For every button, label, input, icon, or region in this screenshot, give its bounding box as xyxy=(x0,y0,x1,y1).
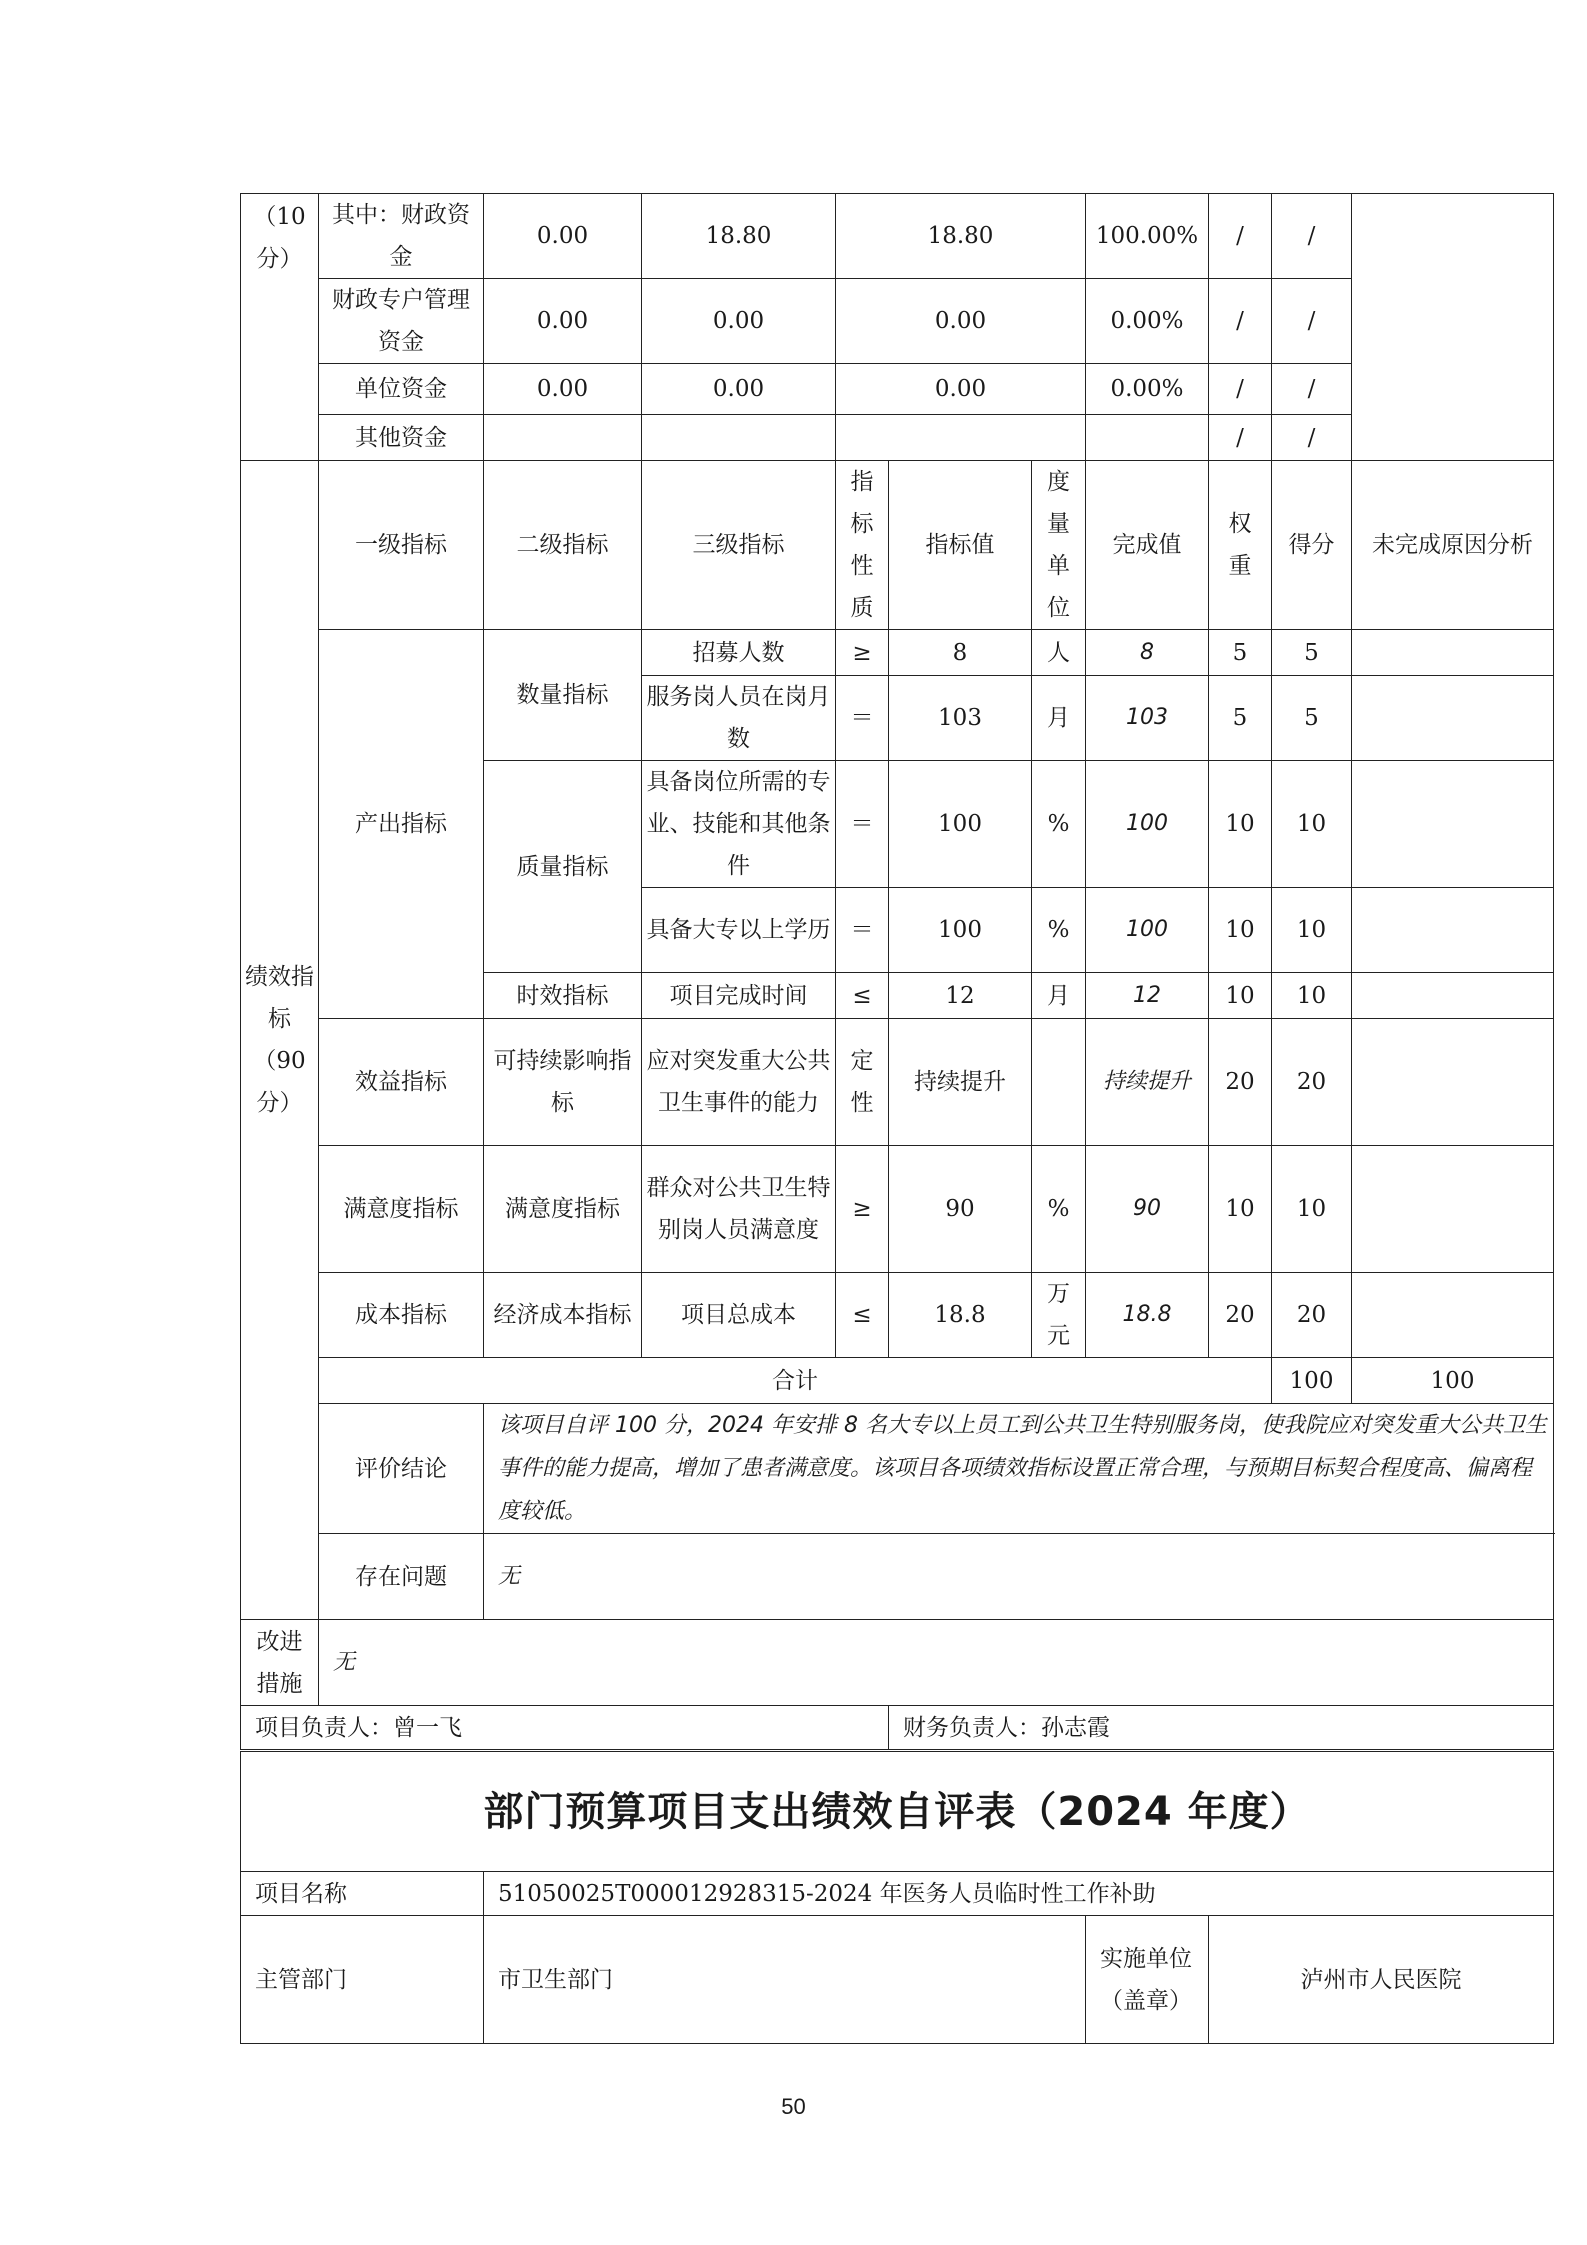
indicator-unit: % xyxy=(1032,761,1086,888)
header-score: 得分 xyxy=(1272,461,1352,630)
indicator-reason xyxy=(1352,1019,1554,1146)
finance-lead: 财务负责人：孙志霞 xyxy=(889,1706,1554,1750)
indicator-unit: 人 xyxy=(1032,630,1086,676)
project-name-label: 项目名称 xyxy=(241,1872,484,1916)
indicator-name: 具备岗位所需的专业、技能和其他条件 xyxy=(642,761,836,888)
funding-budget: 0.00 xyxy=(642,364,836,415)
indicator-weight: 20 xyxy=(1209,1019,1272,1146)
indicator-weight: 10 xyxy=(1209,761,1272,888)
indicator-reason xyxy=(1352,1273,1554,1358)
header-unit: 度量单位 xyxy=(1032,461,1086,630)
indicator-unit: 万元 xyxy=(1032,1273,1086,1358)
indicator-weight: 5 xyxy=(1209,630,1272,676)
conclusion-label: 评价结论 xyxy=(319,1404,484,1534)
funding-rate: 100.00% xyxy=(1086,194,1209,279)
group-quality: 质量指标 xyxy=(484,761,642,973)
funding-score-label: （10分） xyxy=(241,194,319,461)
total-label: 合计 xyxy=(319,1358,1272,1404)
funding-start: 0.00 xyxy=(484,194,642,279)
indicator-actual: 90 xyxy=(1086,1146,1209,1273)
funding-executed: 0.00 xyxy=(836,279,1086,364)
indicator-target: 90 xyxy=(889,1146,1032,1273)
indicator-weight: 10 xyxy=(1209,888,1272,973)
indicator-nature: ≥ xyxy=(836,1146,889,1273)
performance-section-label: 绩效指标（90分） xyxy=(241,461,319,1620)
indicator-score: 10 xyxy=(1272,761,1352,888)
indicator-actual: 100 xyxy=(1086,888,1209,973)
indicator-reason xyxy=(1352,761,1554,888)
header-target: 指标值 xyxy=(889,461,1032,630)
funding-start: 0.00 xyxy=(484,364,642,415)
total-weight: 100 xyxy=(1272,1358,1352,1404)
indicator-nature: ≥ xyxy=(836,630,889,676)
funding-executed: 0.00 xyxy=(836,364,1086,415)
indicator-reason xyxy=(1352,676,1554,761)
indicator-unit: 月 xyxy=(1032,676,1086,761)
funding-executed: 18.80 xyxy=(836,194,1086,279)
indicator-weight: 10 xyxy=(1209,1146,1272,1273)
group-cost-sub: 经济成本指标 xyxy=(484,1273,642,1358)
group-timeliness: 时效指标 xyxy=(484,973,642,1019)
indicator-weight: 20 xyxy=(1209,1273,1272,1358)
next-form-table xyxy=(240,1751,1554,2044)
group-output: 产出指标 xyxy=(319,630,484,1019)
indicator-weight: 10 xyxy=(1209,973,1272,1019)
indicator-name: 应对突发重大公共卫生事件的能力 xyxy=(642,1019,836,1146)
indicator-score: 20 xyxy=(1272,1273,1352,1358)
indicator-score: 10 xyxy=(1272,973,1352,1019)
funding-budget: 18.80 xyxy=(642,194,836,279)
project-lead: 项目负责人：曾一飞 xyxy=(241,1706,889,1750)
funding-score: / xyxy=(1272,364,1352,415)
indicator-name: 服务岗人员在岗月数 xyxy=(642,676,836,761)
dept-value: 市卫生部门 xyxy=(484,1916,1086,2044)
group-satisfaction: 满意度指标 xyxy=(319,1146,484,1273)
indicator-name: 具备大专以上学历 xyxy=(642,888,836,973)
funding-score: / xyxy=(1272,194,1352,279)
indicator-nature: ≤ xyxy=(836,973,889,1019)
impl-label: 实施单位（盖章） xyxy=(1086,1916,1209,2044)
funding-executed xyxy=(836,415,1086,461)
header-nature: 指标性质 xyxy=(836,461,889,630)
problems-text: 无 xyxy=(484,1534,1554,1620)
measures-text: 无 xyxy=(319,1620,1554,1706)
indicator-reason xyxy=(1352,1146,1554,1273)
indicator-actual: 100 xyxy=(1086,761,1209,888)
indicator-nature: ≤ xyxy=(836,1273,889,1358)
group-sustain: 可持续影响指标 xyxy=(484,1019,642,1146)
indicator-reason xyxy=(1352,630,1554,676)
performance-table xyxy=(240,193,1554,1750)
indicator-actual: 18.8 xyxy=(1086,1273,1209,1358)
funding-label: 其中：财政资金 xyxy=(319,194,484,279)
indicator-reason xyxy=(1352,973,1554,1019)
indicator-score: 5 xyxy=(1272,630,1352,676)
indicator-actual: 持续提升 xyxy=(1086,1019,1209,1146)
indicator-target: 8 xyxy=(889,630,1032,676)
indicator-name: 项目总成本 xyxy=(642,1273,836,1358)
group-quantity: 数量指标 xyxy=(484,630,642,761)
funding-score: / xyxy=(1272,279,1352,364)
funding-weight: / xyxy=(1209,279,1272,364)
indicator-target: 18.8 xyxy=(889,1273,1032,1358)
indicator-unit: % xyxy=(1032,1146,1086,1273)
indicator-actual: 12 xyxy=(1086,973,1209,1019)
funding-weight: / xyxy=(1209,364,1272,415)
funding-label: 财政专户管理资金 xyxy=(319,279,484,364)
indicator-actual: 103 xyxy=(1086,676,1209,761)
funding-budget: 0.00 xyxy=(642,279,836,364)
header-level1: 一级指标 xyxy=(319,461,484,630)
page-number: 50 xyxy=(781,2094,806,2119)
funding-rate: 0.00% xyxy=(1086,279,1209,364)
indicator-target: 103 xyxy=(889,676,1032,761)
indicator-nature: ＝ xyxy=(836,676,889,761)
indicator-name: 群众对公共卫生特别岗人员满意度 xyxy=(642,1146,836,1273)
problems-label: 存在问题 xyxy=(319,1534,484,1620)
indicator-nature: ＝ xyxy=(836,888,889,973)
funding-weight: / xyxy=(1209,194,1272,279)
impl-value: 泸州市人民医院 xyxy=(1209,1916,1554,2044)
indicator-score: 5 xyxy=(1272,676,1352,761)
funding-label: 单位资金 xyxy=(319,364,484,415)
funding-score: / xyxy=(1272,415,1352,461)
header-actual: 完成值 xyxy=(1086,461,1209,630)
funding-weight: / xyxy=(1209,415,1272,461)
group-benefit: 效益指标 xyxy=(319,1019,484,1146)
indicator-weight: 5 xyxy=(1209,676,1272,761)
indicator-score: 10 xyxy=(1272,888,1352,973)
total-score: 100 xyxy=(1352,1358,1554,1404)
header-level3: 三级指标 xyxy=(642,461,836,630)
indicator-target: 持续提升 xyxy=(889,1019,1032,1146)
indicator-unit xyxy=(1032,1019,1086,1146)
indicator-unit: % xyxy=(1032,888,1086,973)
indicator-score: 20 xyxy=(1272,1019,1352,1146)
indicator-target: 12 xyxy=(889,973,1032,1019)
header-reason: 未完成原因分析 xyxy=(1352,461,1554,630)
indicator-unit: 月 xyxy=(1032,973,1086,1019)
funding-label: 其他资金 xyxy=(319,415,484,461)
dept-label: 主管部门 xyxy=(241,1916,484,2044)
indicator-score: 10 xyxy=(1272,1146,1352,1273)
next-form-title: 部门预算项目支出绩效自评表（2024 年度） xyxy=(241,1752,1554,1872)
indicator-target: 100 xyxy=(889,888,1032,973)
measures-label: 改进措施 xyxy=(241,1620,319,1706)
project-name-value: 51050025T000012928315-2024 年医务人员临时性工作补助 xyxy=(484,1872,1554,1916)
header-level2: 二级指标 xyxy=(484,461,642,630)
group-cost: 成本指标 xyxy=(319,1273,484,1358)
conclusion-text: 该项目自评 100 分，2024 年安排 8 名大专以上员工到公共卫生特别服务岗，使我院应对突发重大公共卫生事件的能力提高，增加了患者满意度。该项目各项绩效指标设置正常合理，与预期目标契合程度高、偏离程度较低。 xyxy=(484,1404,1554,1534)
indicator-reason xyxy=(1352,888,1554,973)
indicator-nature: 定性 xyxy=(836,1019,889,1146)
header-weight: 权重 xyxy=(1209,461,1272,630)
indicator-actual: 8 xyxy=(1086,630,1209,676)
funding-start: 0.00 xyxy=(484,279,642,364)
indicator-nature: ＝ xyxy=(836,761,889,888)
indicator-name: 招募人数 xyxy=(642,630,836,676)
funding-rate: 0.00% xyxy=(1086,364,1209,415)
funding-start xyxy=(484,415,642,461)
funding-rate xyxy=(1086,415,1209,461)
funding-blank xyxy=(1352,194,1554,461)
indicator-name: 项目完成时间 xyxy=(642,973,836,1019)
indicator-target: 100 xyxy=(889,761,1032,888)
funding-budget xyxy=(642,415,836,461)
group-satisfaction-sub: 满意度指标 xyxy=(484,1146,642,1273)
